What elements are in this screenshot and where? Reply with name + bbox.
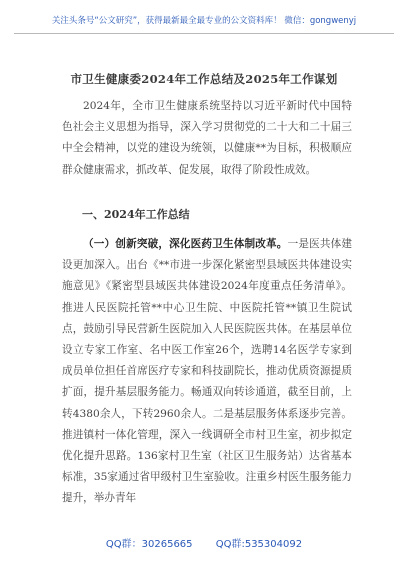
footer-qq-group-1: QQ群：30265665	[105, 539, 193, 550]
header-banner: 关注头条号“公文研究”，获得最新最全最专业的公文资料库！ 微信：gongwenyj	[14, 14, 394, 34]
subsection-paragraph	[62, 234, 352, 510]
section-heading: 一、2024年工作总结	[82, 208, 190, 221]
subsection-body: 一是医共体建设更加深入。出台《**市进一步深化紧密型县域医共体建设实施意见》《紧密型县域医共体建设2024年度重点任务清单》。推进人民医院托管**中心卫生院、中医院托管**镇卫生院试点，鼓励引导民营新生医院加入人民医院医共体。在基层单位设立专家工作室、名中医工作室26个，选聘14名医学专家到成员单位担任首席医疗专家和科技副院长，推动优质资源提质扩面，提升基层服务能力。畅通双向转诊通道，截至目前，上转4380余人，下转2960余人。二是基层服务体系逐步完善。推进镇村一体化管理，深入一线调研全市村卫生室，初步拟定优化提升思路。136家村卫生室（社区卫生服务站）达省基本标准，35家通过省甲级村卫生室验收。注重乡村医生服务能力提升，举办青年	[62, 238, 353, 505]
intro-paragraph: 2024年，全市卫生健康系统坚持以习近平新时代中国特色社会主义思想为指导，深入学习贯彻党的二十大和二十届三中全会精神，以党的建设为统领，以健康**为目标，积极顺应群众健康需求，抓改革、促发展，取得了阶段性成效。	[62, 100, 352, 176]
document-title: 市卫生健康委2024年工作总结及2025年工作谋划	[70, 72, 338, 86]
footer-qq-group-2: QQ群:535304092	[215, 539, 303, 550]
subsection-lead: （一）创新突破，深化医药卫生体制改革。	[83, 238, 288, 250]
footer	[0, 535, 408, 550]
